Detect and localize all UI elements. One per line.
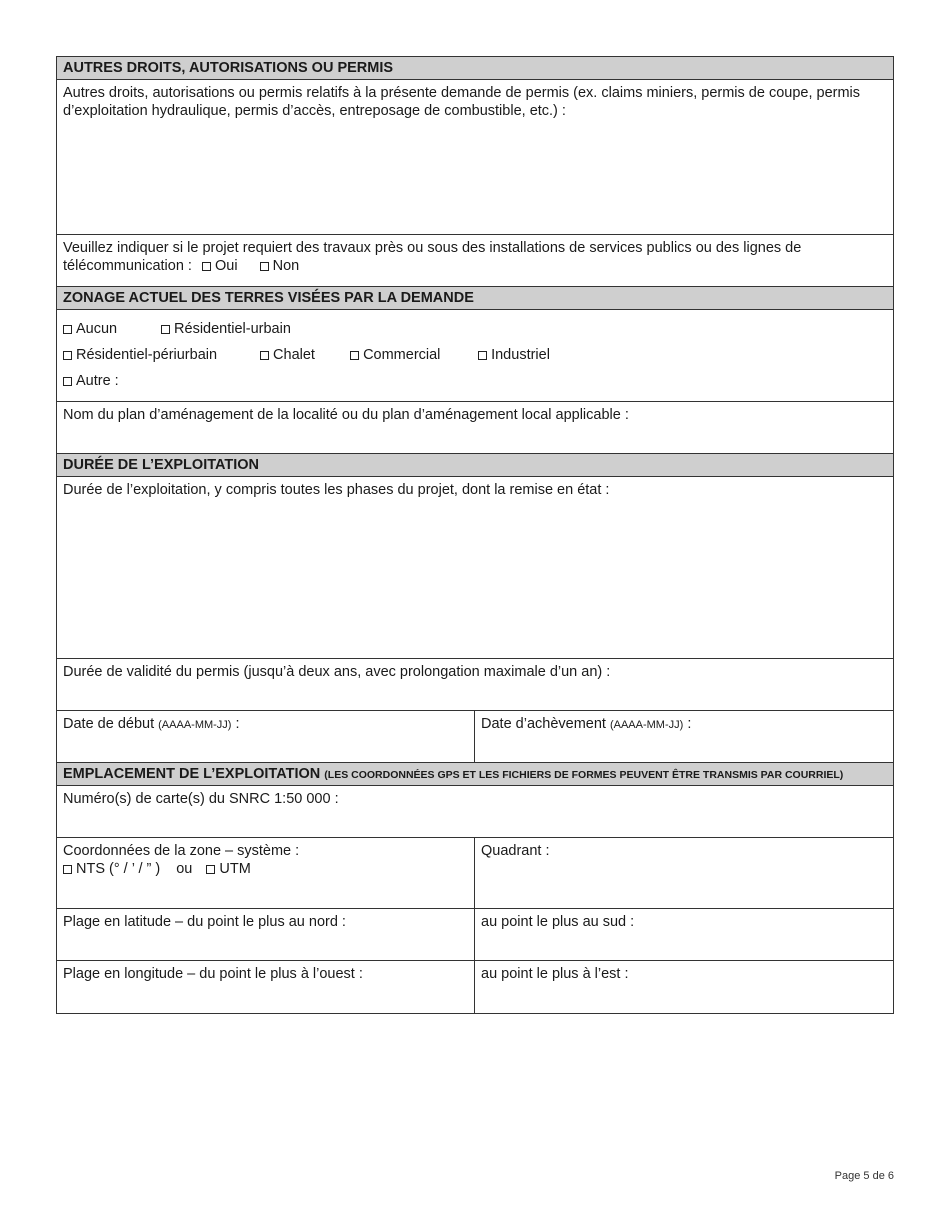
- residentiel-urbain-option[interactable]: [161, 316, 291, 342]
- section-header-duree: DURÉE DE L’EXPLOITATION: [57, 454, 893, 477]
- section-header-emplacement: [57, 763, 893, 786]
- utm-option[interactable]: [206, 860, 250, 878]
- dates-row: [57, 711, 893, 763]
- section-header-autres-droits: AUTRES DROITS, AUTORISATIONS OU PERMIS: [57, 57, 893, 80]
- utm-label: UTM: [219, 861, 251, 877]
- duree-validite-label: Durée de validité du permis (jusqu’à deux ans, avec prolongation maximale d’un an) :: [63, 664, 611, 680]
- non-checkbox-icon[interactable]: [260, 262, 269, 271]
- commercial-checkbox-icon[interactable]: [350, 351, 359, 360]
- date-fin-label: Date d’achèvement: [481, 716, 606, 732]
- longitude-ouest-field[interactable]: [57, 961, 475, 1013]
- zonage-row-2: [63, 342, 887, 368]
- emplacement-title: EMPLACEMENT DE L’EXPLOITATION: [63, 766, 321, 782]
- latitude-nord-field[interactable]: [57, 909, 475, 960]
- residentiel-urbain-checkbox-icon[interactable]: [161, 325, 170, 334]
- autre-checkbox-icon[interactable]: [63, 377, 72, 386]
- commercial-label: Commercial: [363, 347, 441, 363]
- residentiel-periurbain-checkbox-icon[interactable]: [63, 351, 72, 360]
- longitude-ouest-label: Plage en longitude – du point le plus à l’ouest :: [63, 966, 363, 982]
- zonage-options: [57, 310, 893, 402]
- duree-exploitation-label: Durée de l’exploitation, y compris toutes les phases du projet, dont la remise en état :: [63, 482, 610, 498]
- autres-droits-label: Autres droits, autorisations ou permis relatifs à la présente demande de permis (ex. claims miniers, permis de coupe, permis d’exploitation hydraulique, permis d’accès, entreposage de combustible, etc.) :: [63, 85, 861, 119]
- date-debut-format: (AAAA-MM-JJ): [158, 719, 232, 731]
- zonage-row-3: [63, 368, 887, 394]
- date-fin-field[interactable]: [475, 711, 893, 762]
- commercial-option[interactable]: [350, 342, 474, 368]
- page-number: Page 5 de 6: [834, 1170, 894, 1182]
- date-debut-label: Date de début: [63, 716, 155, 732]
- nts-option[interactable]: [63, 860, 160, 878]
- section-header-zonage: ZONAGE ACTUEL DES TERRES VISÉES PAR LA DEMANDE: [57, 287, 893, 310]
- autre-option[interactable]: [63, 368, 119, 394]
- coordonnees-systeme-label: Coordonnées de la zone – système :: [63, 843, 300, 859]
- industriel-label: Industriel: [491, 347, 550, 363]
- residentiel-urbain-label: Résidentiel-urbain: [174, 321, 291, 337]
- non-label: Non: [272, 258, 300, 274]
- date-fin-format: (AAAA-MM-JJ): [609, 719, 684, 731]
- latitude-nord-label: Plage en latitude – du point le plus au nord :: [63, 914, 346, 930]
- utm-checkbox-icon[interactable]: [206, 865, 215, 874]
- coordonnees-systeme-cell: [57, 838, 475, 908]
- plan-amenagement-field[interactable]: [57, 402, 893, 454]
- autres-droits-field[interactable]: [57, 80, 893, 235]
- zonage-row-1: [63, 316, 887, 342]
- utilities-question-row: [57, 235, 893, 287]
- duree-exploitation-field[interactable]: [57, 477, 893, 659]
- duree-validite-field[interactable]: [57, 659, 893, 711]
- nts-label: NTS (° / ’ / ” ): [76, 861, 161, 877]
- aucun-label: Aucun: [76, 321, 118, 337]
- longitude-est-label: au point le plus à l’est :: [481, 966, 629, 982]
- residentiel-periurbain-option[interactable]: [63, 342, 256, 368]
- plan-amenagement-label: Nom du plan d’aménagement de la localité ou du plan d’aménagement local applicable :: [63, 407, 629, 423]
- autre-label: Autre :: [76, 373, 119, 389]
- carte-snrc-field[interactable]: [57, 786, 893, 838]
- aucun-option[interactable]: [63, 316, 157, 342]
- date-debut-colon: :: [231, 716, 240, 732]
- oui-checkbox-icon[interactable]: [202, 262, 211, 271]
- nts-checkbox-icon[interactable]: [63, 865, 72, 874]
- carte-snrc-label: Numéro(s) de carte(s) du SNRC 1:50 000 :: [63, 791, 339, 807]
- emplacement-title-note: (LES COORDONNÉES GPS ET LES FICHIERS DE FORMES PEUVENT ÊTRE TRANSMIS PAR COURRIEL): [324, 769, 844, 781]
- residentiel-periurbain-label: Résidentiel-périurbain: [76, 347, 218, 363]
- aucun-checkbox-icon[interactable]: [63, 325, 72, 334]
- quadrant-field[interactable]: [475, 838, 893, 908]
- non-option[interactable]: [260, 257, 300, 275]
- chalet-checkbox-icon[interactable]: [260, 351, 269, 360]
- date-debut-field[interactable]: [57, 711, 475, 762]
- permit-form: [56, 56, 894, 1014]
- chalet-label: Chalet: [273, 347, 315, 363]
- latitude-sud-field[interactable]: [475, 909, 893, 960]
- date-fin-colon: :: [683, 716, 692, 732]
- coordonnees-row: [57, 838, 893, 909]
- oui-label: Oui: [214, 258, 238, 274]
- longitude-row: [57, 961, 893, 1014]
- longitude-est-field[interactable]: [475, 961, 893, 1013]
- latitude-row: [57, 909, 893, 961]
- ou-label: ou: [176, 861, 193, 877]
- systeme-options: [63, 860, 468, 878]
- industriel-option[interactable]: [478, 342, 550, 368]
- chalet-option[interactable]: [260, 342, 346, 368]
- latitude-sud-label: au point le plus au sud :: [481, 914, 635, 930]
- utilities-question-label: Veuillez indiquer si le projet requiert des travaux près ou sous des installations de services publics ou des lignes de télécommunication :: [63, 240, 802, 274]
- oui-option[interactable]: [202, 257, 238, 275]
- industriel-checkbox-icon[interactable]: [478, 351, 487, 360]
- quadrant-label: Quadrant :: [481, 843, 550, 859]
